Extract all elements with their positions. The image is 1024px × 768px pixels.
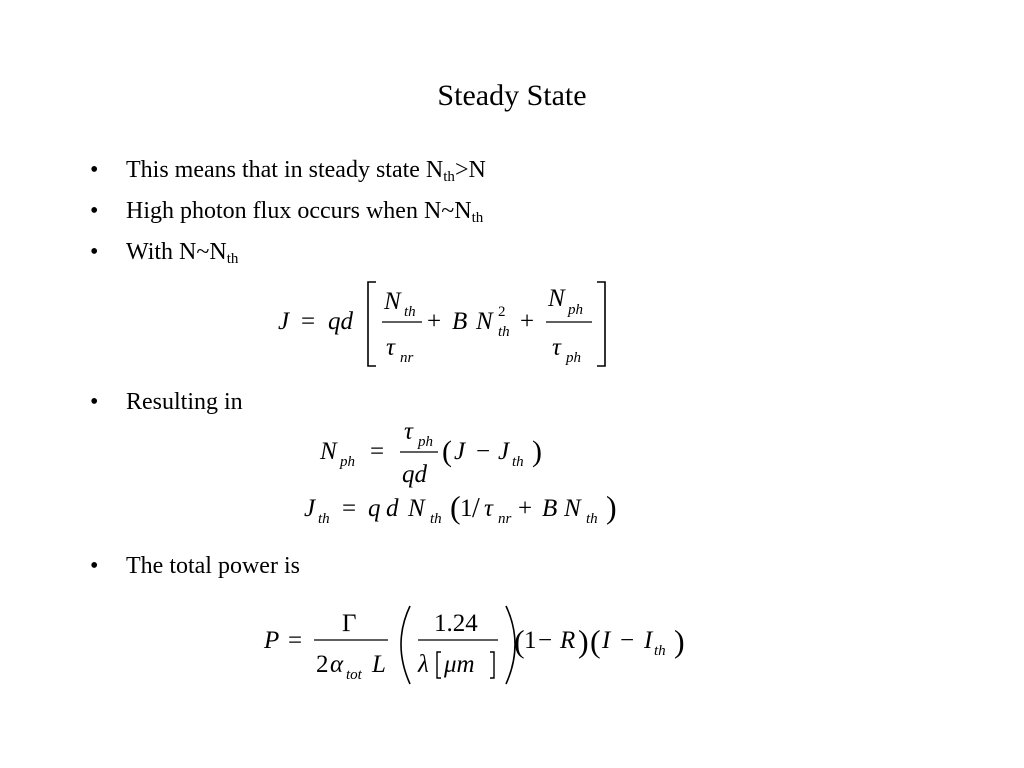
svg-text:th: th	[654, 643, 666, 659]
svg-text:qd: qd	[402, 461, 427, 488]
bullet-total-power	[90, 552, 300, 580]
svg-text:+: +	[520, 308, 535, 335]
svg-text:−: −	[620, 627, 635, 654]
svg-text:tot: tot	[346, 667, 362, 683]
svg-text:N: N	[476, 308, 493, 335]
svg-text:τ: τ	[386, 334, 395, 361]
bullet-with-n	[90, 238, 238, 266]
svg-text:+: +	[427, 308, 442, 335]
svg-text:(: (	[514, 623, 525, 659]
svg-text:th: th	[404, 304, 416, 320]
svg-text:+: +	[518, 495, 533, 522]
equation-total-power	[262, 600, 692, 690]
svg-text:=: =	[370, 438, 385, 465]
svg-text:2: 2	[316, 651, 329, 678]
svg-text:): )	[674, 623, 685, 659]
bullet-subscript: th	[443, 169, 455, 185]
svg-text:N: N	[548, 285, 565, 312]
svg-text:N: N	[408, 495, 425, 522]
bullet-marker: •	[90, 239, 99, 265]
svg-text:L: L	[372, 651, 386, 678]
svg-text:R: R	[560, 627, 576, 654]
bullet-text: The total power is	[126, 553, 300, 579]
equation-photon-density	[318, 414, 548, 488]
svg-text:/: /	[472, 493, 480, 524]
svg-text:λ: λ	[418, 651, 429, 678]
svg-text:1: 1	[460, 495, 473, 522]
svg-text:N: N	[320, 438, 337, 465]
svg-text:1.24: 1.24	[434, 610, 478, 637]
svg-text:q: q	[368, 495, 381, 522]
svg-text:th: th	[318, 511, 330, 527]
svg-text:qd: qd	[328, 308, 353, 335]
bullet-text: With N~N	[126, 239, 227, 265]
svg-text:N: N	[564, 495, 581, 522]
bullet-text-tail: >N	[454, 157, 486, 183]
svg-text:τ: τ	[552, 334, 561, 361]
svg-text:J: J	[278, 308, 290, 335]
bullet-text: High photon flux occurs when N~N	[126, 198, 472, 224]
svg-text:ph: ph	[566, 350, 581, 366]
svg-text:α: α	[330, 651, 344, 678]
svg-text:(: (	[590, 623, 601, 659]
bullet-marker: •	[90, 389, 99, 415]
svg-text:B: B	[542, 495, 558, 522]
svg-text:=: =	[301, 308, 316, 335]
bullet-text: Resulting in	[126, 389, 243, 415]
bullet-text: This means that in steady state N	[126, 157, 444, 183]
equation-threshold-current	[302, 486, 622, 530]
svg-text:d: d	[386, 495, 399, 522]
svg-text:P: P	[264, 627, 280, 654]
svg-text:): )	[578, 623, 589, 659]
svg-text:I: I	[644, 627, 653, 654]
equation-current-density	[276, 276, 621, 372]
svg-text:ph: ph	[568, 302, 583, 318]
svg-text:=: =	[342, 495, 357, 522]
bullet-subscript: th	[471, 210, 484, 226]
svg-text:th: th	[586, 511, 598, 527]
svg-text:J: J	[498, 438, 510, 465]
svg-text:ph: ph	[340, 454, 355, 470]
svg-text:(: (	[450, 489, 461, 525]
bullet-marker: •	[90, 157, 99, 183]
svg-text:μm: μm	[444, 651, 475, 678]
svg-text:th: th	[430, 511, 442, 527]
svg-text:(: (	[442, 435, 452, 468]
svg-text:−: −	[538, 627, 553, 654]
bullet-resulting-in	[90, 388, 243, 416]
svg-text:2: 2	[498, 304, 506, 320]
svg-text:τ: τ	[484, 495, 493, 522]
svg-text:1: 1	[524, 627, 537, 654]
svg-text:nr: nr	[400, 350, 414, 366]
bullet-marker: •	[90, 553, 99, 579]
svg-text:nr: nr	[498, 511, 512, 527]
svg-text:Γ: Γ	[342, 610, 357, 637]
svg-text:J: J	[304, 495, 316, 522]
svg-text:): )	[606, 489, 617, 525]
svg-text:τ: τ	[404, 418, 413, 445]
bullet-steady-state	[90, 156, 486, 184]
svg-text:=: =	[288, 627, 303, 654]
bullet-marker: •	[90, 198, 99, 224]
bullet-photon-flux	[90, 197, 483, 225]
svg-text:J: J	[454, 438, 466, 465]
svg-text:−: −	[476, 438, 491, 465]
slide-title: Steady State	[437, 79, 587, 112]
svg-text:N: N	[384, 288, 401, 315]
svg-text:th: th	[498, 324, 510, 340]
svg-text:ph: ph	[418, 434, 433, 450]
svg-text:th: th	[512, 454, 524, 470]
svg-text:B: B	[452, 308, 468, 335]
svg-text:I: I	[602, 627, 611, 654]
bullet-subscript: th	[226, 251, 239, 267]
svg-text:): )	[532, 435, 542, 468]
